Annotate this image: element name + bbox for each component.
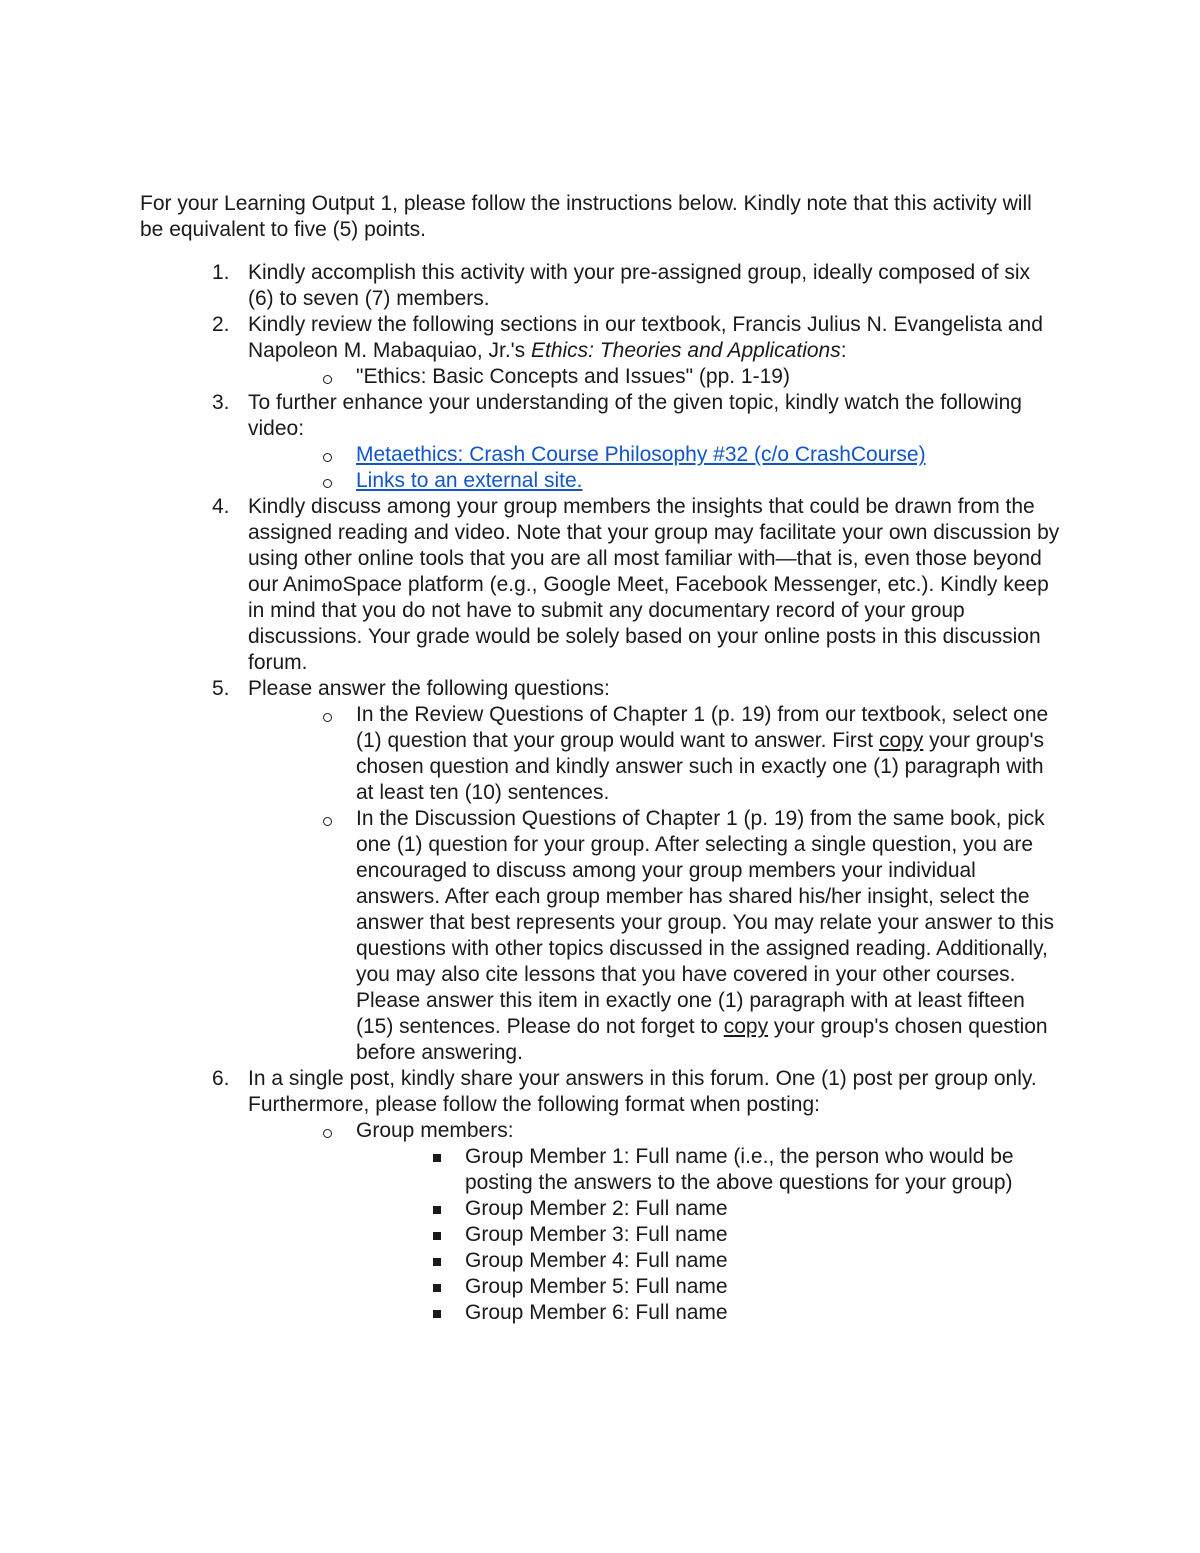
square-bullet-icon (433, 1258, 441, 1266)
external-site-link[interactable]: Links to an external site. (356, 469, 583, 492)
member-item (356, 1144, 1060, 1196)
step-text: In a single post, kindly share your answers in this forum. One (1) post per group only. Furthermore, please follow the following format when posting: (248, 1067, 1037, 1116)
step-number: 3. (212, 391, 230, 414)
member-text: Group Member 2: Full name (465, 1197, 728, 1220)
step-4 (140, 494, 1060, 676)
member-text: Group Member 3: Full name (465, 1223, 728, 1246)
sub-item (248, 468, 1060, 494)
step-number: 5. (212, 677, 230, 700)
step-6 (140, 1066, 1060, 1326)
member-item (356, 1274, 1060, 1300)
member-text: Group Member 6: Full name (465, 1301, 728, 1324)
step-5 (140, 676, 1060, 1066)
square-bullet-icon (433, 1284, 441, 1292)
sub-list (248, 364, 1060, 390)
sub-item-text: Group members: (356, 1119, 514, 1142)
member-item (356, 1300, 1060, 1326)
member-text: Group Member 4: Full name (465, 1249, 728, 1272)
square-bullet-icon (433, 1206, 441, 1214)
hollow-bullet-icon (323, 817, 332, 826)
sub-item-text: your group's chosen question before answering. (356, 1015, 1048, 1064)
square-bullet-icon (433, 1310, 441, 1318)
step-number: 4. (212, 495, 230, 518)
hollow-bullet-icon (323, 1129, 332, 1138)
step-text (248, 313, 1043, 362)
sub-list (248, 702, 1060, 1066)
member-item (356, 1248, 1060, 1274)
sub-item-text: In the Review Questions of Chapter 1 (p. 19) from our textbook, select one (1) question that your group would want to answer. First (356, 703, 1049, 752)
step-text-part: Kindly review the following sections in our textbook, Francis Julius N. Evangelista and Napoleon M. Mabaquiao, Jr.'s (248, 313, 1043, 362)
sub-item (248, 364, 1060, 390)
sub-list (248, 1118, 1060, 1326)
square-bullet-icon (433, 1232, 441, 1240)
sub-item-group-members (248, 1118, 1060, 1326)
step-text: Please answer the following questions: (248, 677, 610, 700)
square-bullet-icon (433, 1154, 441, 1162)
sub-item (248, 442, 1060, 468)
step-number: 1. (212, 261, 230, 284)
sub-item-text: your group's chosen question and kindly answer such in exactly one (1) paragraph with at least ten (10) sentences. (356, 729, 1045, 804)
sub-list (248, 442, 1060, 494)
instruction-list (140, 260, 1060, 1326)
intro-paragraph: For your Learning Output 1, please follow the instructions below. Kindly note that this activity will be equivalent to five (5) points. (140, 192, 1032, 241)
sub-item-text: In the Discussion Questions of Chapter 1 (p. 19) from the same book, pick one (1) question for your group. After selecting a single question, you are encouraged to discuss among your group members your individual answers. After each group member has shared his/her insight, select the answer that best represents your group. You may relate your answer to this questions with other topics discussed in the assigned reading. Additionally, you may also cite lessons that you have covered in your other courses. Please answer this item in exactly one (1) paragraph with at least fifteen (15) sentences. Please do not forget to (356, 807, 1055, 1038)
step-2 (140, 312, 1060, 390)
copy-emphasis: copy (723, 1015, 769, 1038)
step-text: To further enhance your understanding of the given topic, kindly watch the following video: (248, 391, 1022, 440)
hollow-bullet-icon (323, 713, 332, 722)
step-1 (140, 260, 1060, 312)
step-text: Kindly discuss among your group members the insights that could be drawn from the assigned reading and video. Note that your group may facilitate your own discussion by using other online tools that you are all most familiar with—that is, even those beyond our AnimoSpace platform (e.g., Google Meet, Facebook Messenger, etc.). Kindly keep in mind that you do not have to submit any documentary record of your group discussions. Your grade would be solely based on your online posts in this discussion forum. (248, 495, 1060, 674)
step-text-part: : (840, 339, 847, 362)
sub-item-review-question (248, 702, 1060, 806)
video-link[interactable]: Metaethics: Crash Course Philosophy #32 (c/o CrashCourse) (356, 443, 926, 466)
step-3 (140, 390, 1060, 494)
hollow-bullet-icon (323, 479, 332, 488)
member-item (356, 1222, 1060, 1248)
step-number: 2. (212, 313, 230, 336)
hollow-bullet-icon (323, 375, 332, 384)
member-text: Group Member 5: Full name (465, 1275, 728, 1298)
copy-emphasis: copy (878, 729, 924, 752)
step-number: 6. (212, 1067, 230, 1090)
sub-item-text: "Ethics: Basic Concepts and Issues" (pp. 1-19) (356, 365, 790, 388)
step-text: Kindly accomplish this activity with your pre-assigned group, ideally composed of six (6) to seven (7) members. (248, 261, 1031, 310)
hollow-bullet-icon (323, 453, 332, 462)
member-list (356, 1144, 1060, 1326)
member-text: Group Member 1: Full name (i.e., the person who would be posting the answers to the above questions for your group) (465, 1145, 1014, 1194)
member-item (356, 1196, 1060, 1222)
book-title: Ethics: Theories and Applications (531, 339, 841, 362)
sub-item-discussion-question (248, 806, 1060, 1066)
